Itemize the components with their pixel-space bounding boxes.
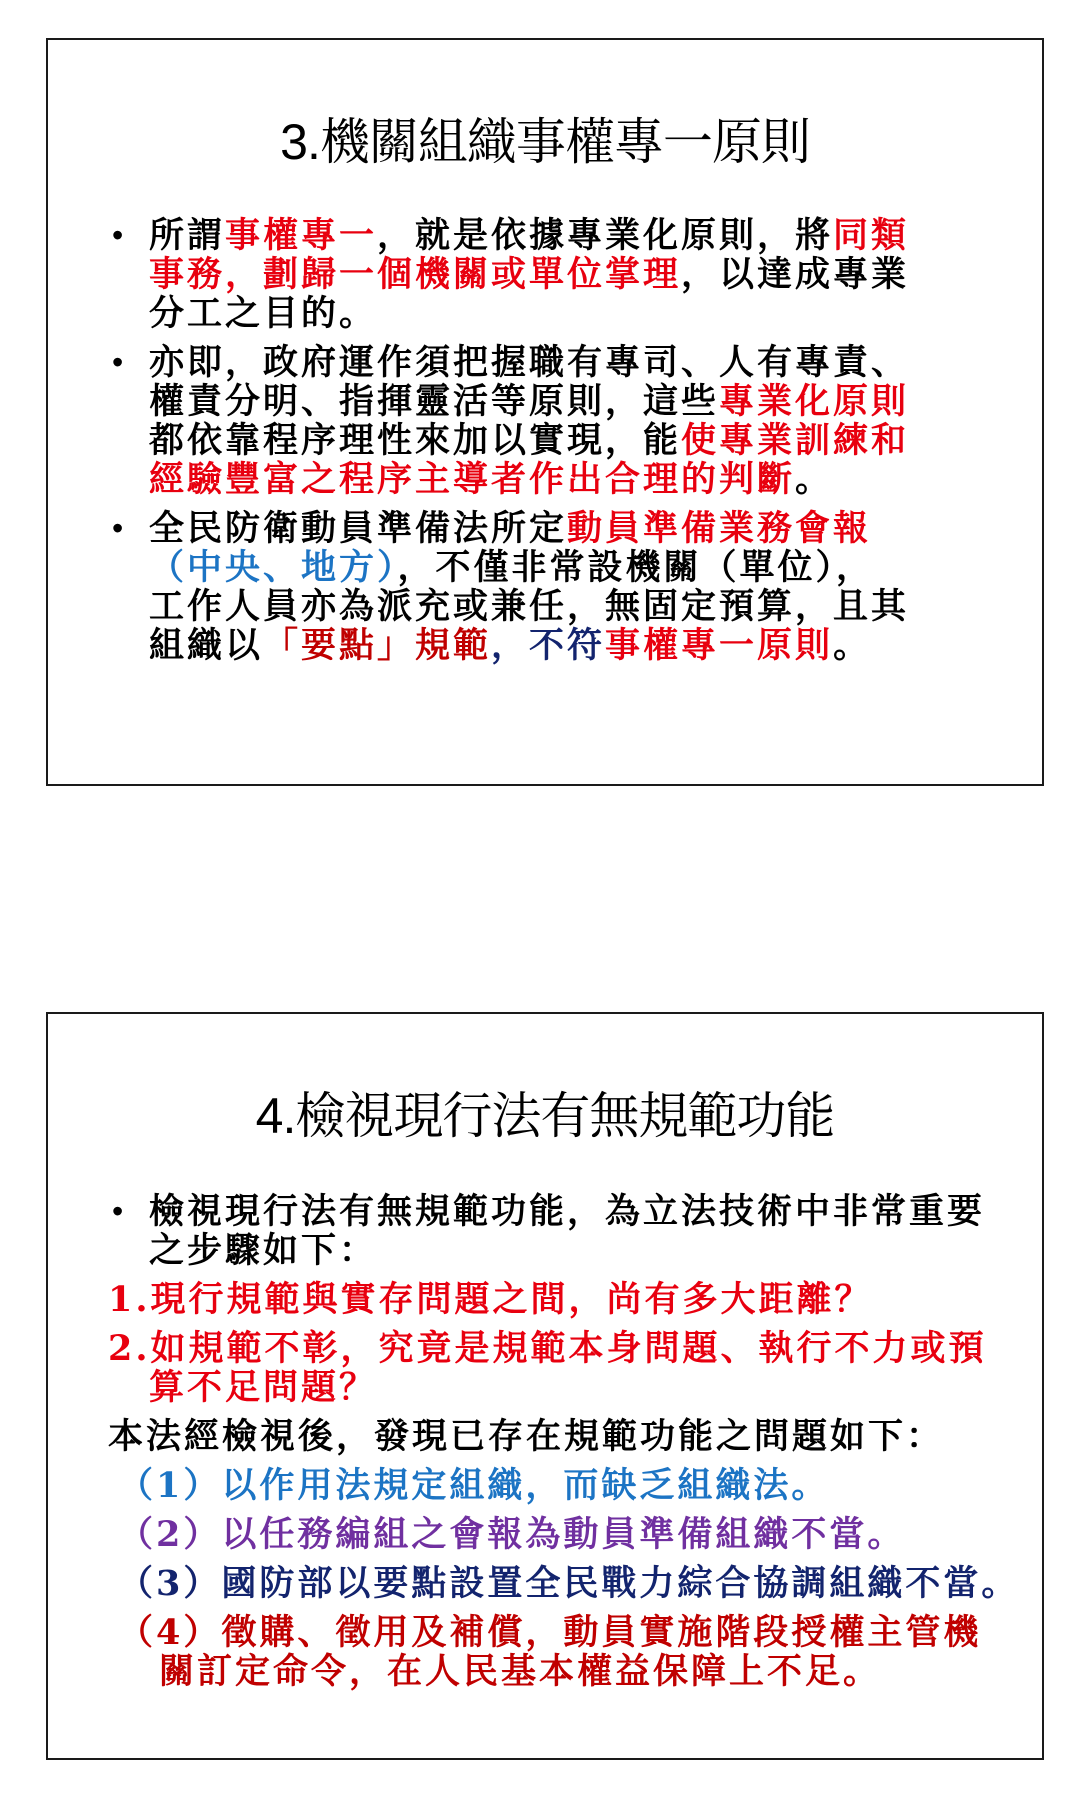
bullet-item (108, 343, 1003, 499)
text-run: 組織以 (149, 625, 264, 666)
slide-4 (46, 1012, 1044, 1760)
text-line: 之步驟如下： (149, 1230, 378, 1271)
highlight-text: （中央、地方） (149, 547, 398, 588)
text-run: ，就是依據專業化原則，將 (377, 215, 834, 256)
highlight-text: 經驗豐富之程序主導者作出合理的判斷 (149, 459, 796, 500)
text-run: 權責分明、指揮靈活等原則，這些 (149, 381, 720, 422)
highlight-text: 使專業訓練和 (681, 420, 910, 461)
text-line: 本法經檢視後，發現已存在規範功能之問題如下： (108, 1416, 945, 1457)
highlight-text: ，不符 (491, 625, 606, 666)
text-line: 亦即，政府運作須把握職有專司、人有專責、 (149, 342, 910, 383)
slide-title: 3.機關組織事權專一原則 (280, 114, 810, 170)
sub-item-2 (108, 1515, 1003, 1554)
sub-item-3 (108, 1563, 1020, 1604)
text-line: 分工之目的。 (149, 293, 378, 334)
text-line: 檢視現行法有無規範功能，為立法技術中非常重要 (149, 1191, 986, 1232)
text-line: （2）以任務編組之會報為動員準備組織不當。 (118, 1514, 906, 1555)
bullet-item (108, 1192, 1003, 1270)
text-run: 全民防衛動員準備法所定 (149, 508, 568, 549)
bullet-item (108, 509, 1003, 665)
slide-body (108, 216, 1003, 675)
summary-text (108, 1417, 1003, 1456)
text-line: 工作人員亦為派充或兼任，無固定預算，且其 (149, 586, 910, 627)
bullet-item (108, 216, 1003, 333)
bullet-dot-icon: • (112, 344, 127, 380)
highlight-text: 事務，劃歸一個機關或單位掌理 (149, 254, 682, 295)
text-line: 關訂定命令，在人民基本權益保障上不足。 (159, 1651, 882, 1692)
text-run: ，不僅非常設機關（單位）， (397, 547, 875, 588)
text-run: 。 (833, 625, 872, 666)
text-line: （4）徵購、徵用及補償，動員實施階段授權主管機 (118, 1612, 982, 1653)
text-run: 所謂 (149, 215, 226, 256)
numbered-item-1 (108, 1280, 1003, 1319)
numbered-item-2 (108, 1329, 1003, 1407)
highlight-text: 專業化原則 (719, 381, 910, 422)
text-run: 都依靠程序理性來加以實現，能 (149, 420, 682, 461)
bullet-dot-icon: • (112, 510, 127, 546)
highlight-text: 同類 (833, 215, 910, 256)
text-line: （3）國防部以要點設置全民戰力綜合協調組織不當。 (118, 1563, 1020, 1604)
slide-body (108, 1191, 1020, 1701)
highlight-text: 「要點」規範 (263, 625, 492, 666)
highlight-text: 事權專一原則 (605, 625, 834, 666)
slide-title: 4.檢視現行法有無規範功能 (255, 1088, 835, 1144)
text-line: （1）以作用法規定組織，而缺乏組織法。 (118, 1465, 830, 1506)
sub-item-4 (108, 1613, 1003, 1691)
highlight-text: 動員準備業務會報 (567, 508, 872, 549)
text-run: ，以達成專業 (681, 254, 910, 295)
text-line: 2.如規範不彰，究竟是規範本身問題、執行不力或預 (108, 1328, 987, 1369)
bullet-dot-icon: • (112, 1193, 127, 1229)
text-line: 1.現行規範與實存問題之間，尚有多大距離？ (108, 1279, 873, 1320)
highlight-text: 事權專一 (225, 215, 378, 256)
text-line: 算不足問題？ (149, 1367, 378, 1408)
bullet-dot-icon: • (112, 217, 127, 253)
text-run: 。 (795, 459, 834, 500)
slide-3 (46, 38, 1044, 786)
sub-item-1 (108, 1466, 1003, 1505)
